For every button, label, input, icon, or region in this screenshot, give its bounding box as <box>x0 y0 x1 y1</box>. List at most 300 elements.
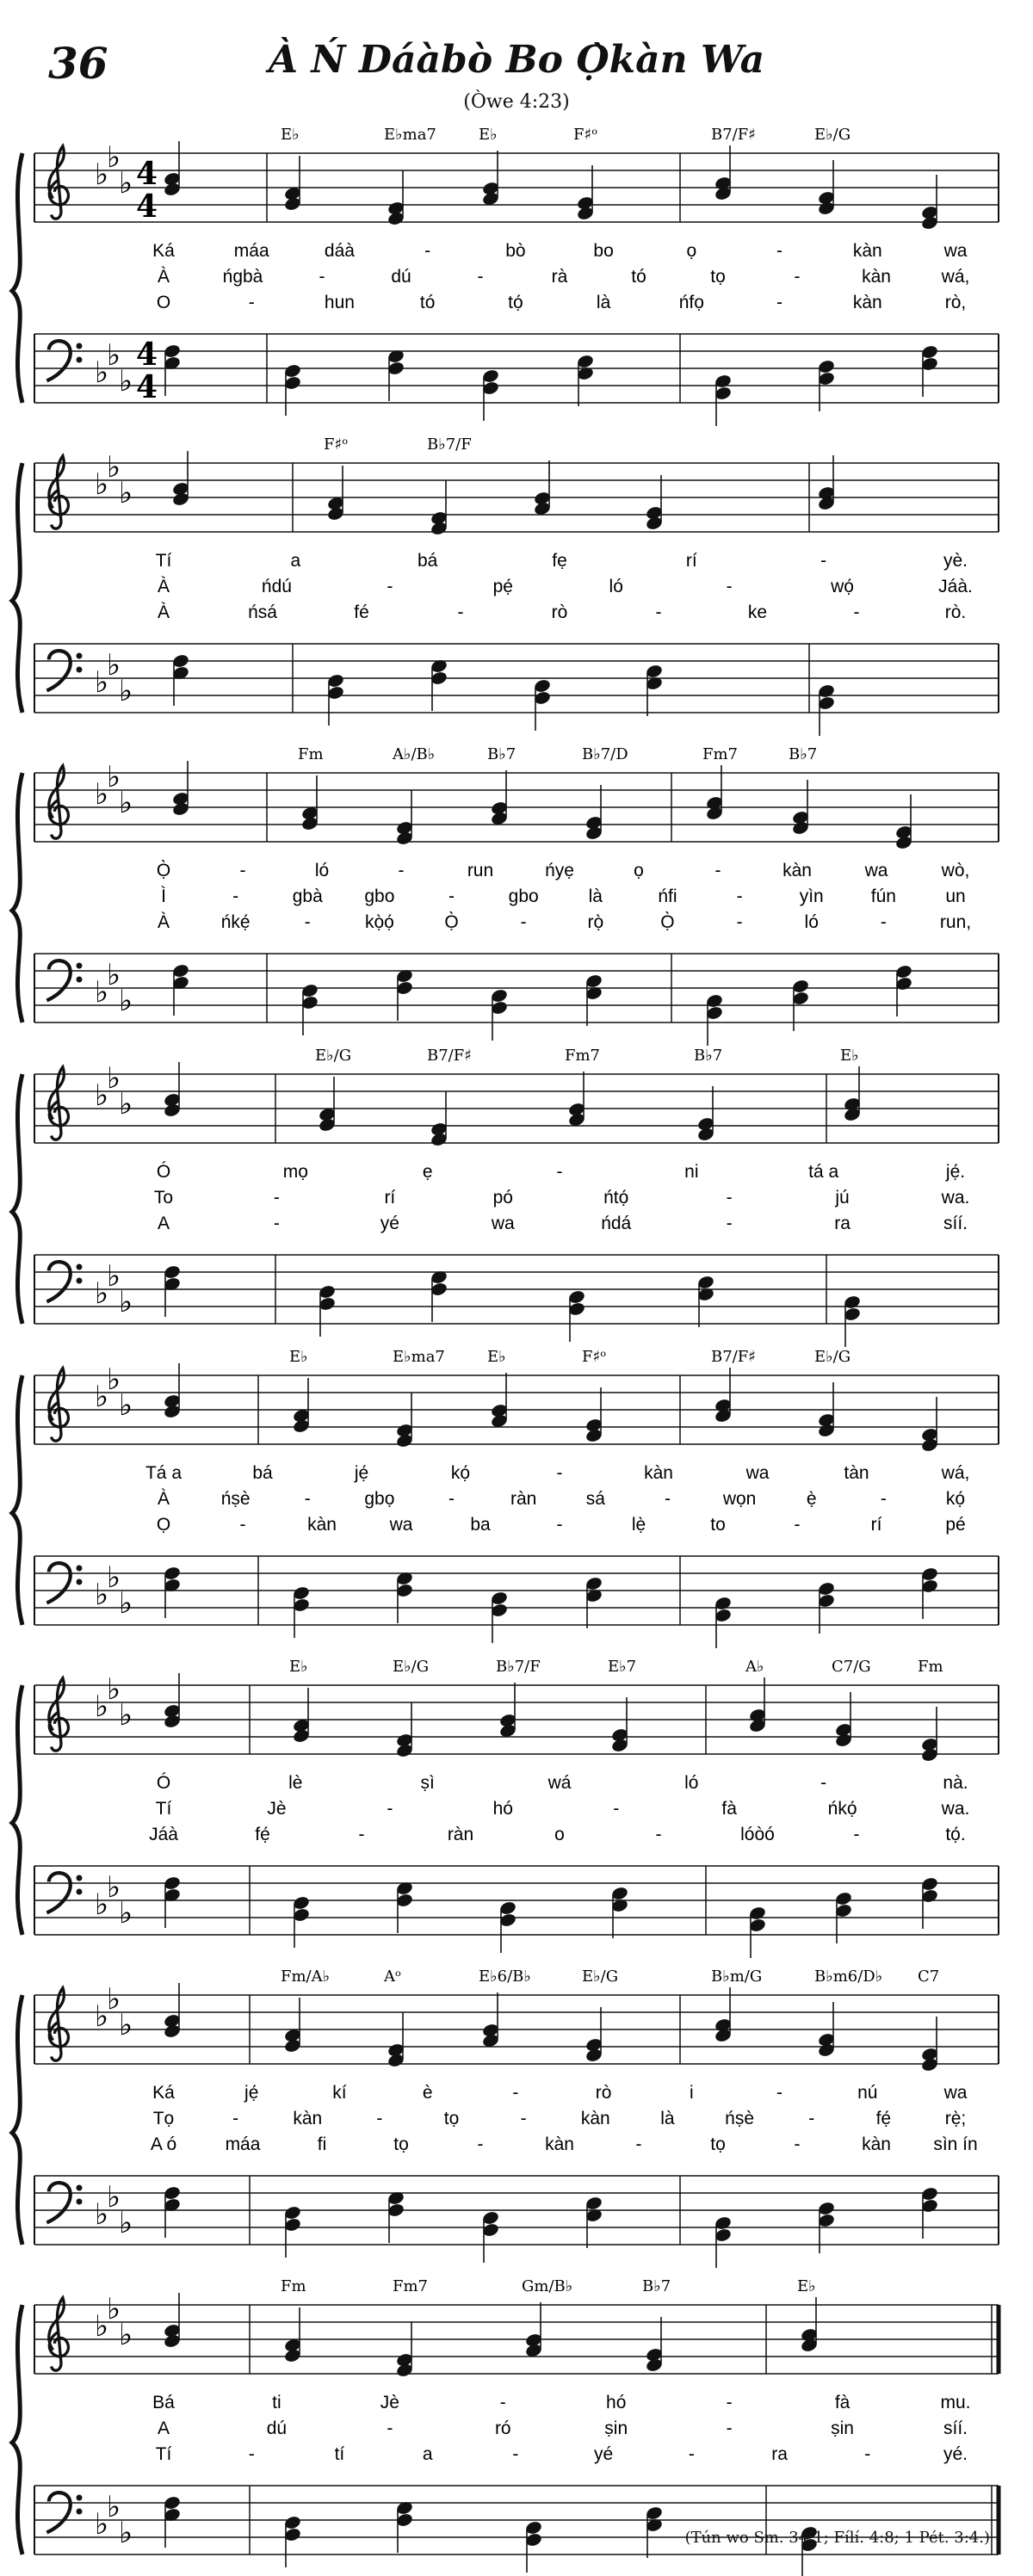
chord-symbol: E♭ <box>289 1658 308 1676</box>
lyric-syllable: yé. <box>943 2444 968 2464</box>
lyric-syllable: ló <box>609 577 623 596</box>
flat-icon: ♭ <box>119 1896 133 1930</box>
bass-clef-dot <box>77 2185 83 2191</box>
bass-clef-dot <box>77 1889 83 1895</box>
flat-icon: ♭ <box>95 2197 109 2232</box>
chord-symbol: E♭/G <box>814 126 851 144</box>
flat-icon: ♭ <box>95 1380 109 1414</box>
lyric-syllable: A <box>157 1214 170 1233</box>
lyric-syllable: - <box>358 1825 365 1844</box>
lyric-syllable: bá <box>252 1463 273 1483</box>
flat-icon: ♭ <box>107 1259 121 1294</box>
lyric-syllable: tọ́ <box>508 293 523 312</box>
lyric-syllable: kàn <box>852 293 882 312</box>
lyric-syllable: - <box>556 1515 563 1535</box>
lyric-syllable: Ọ <box>156 1515 171 1535</box>
system-brace <box>12 2305 22 2554</box>
lyric-syllable: pé <box>945 1515 966 1535</box>
lyric-syllable: o <box>554 1825 565 1844</box>
bass-clef-dot <box>77 343 83 349</box>
lyric-syllable: rò, <box>944 293 967 312</box>
chord-symbol: B♭7/D <box>582 745 628 763</box>
lyric-syllable: Ọ̀ <box>660 912 675 932</box>
bass-clef-dot <box>77 1264 83 1270</box>
lyric-syllable: Bá <box>152 2393 175 2412</box>
lyric-syllable: tó <box>631 267 646 287</box>
lyric-syllable: kàn <box>293 2109 323 2128</box>
lyric-syllable: rò. <box>944 602 967 622</box>
flat-icon: ♭ <box>95 467 109 502</box>
time-signature: 4 <box>136 337 158 373</box>
lyric-syllable: síí. <box>943 1214 968 1233</box>
flat-icon: ♭ <box>119 1285 133 1319</box>
lyric-syllable: ṣì <box>420 1773 435 1793</box>
lyric-syllable: - <box>864 2444 871 2464</box>
chord-symbol: C7 <box>918 1968 940 1986</box>
lyric-syllable: pó <box>492 1188 513 1208</box>
flat-icon: ♭ <box>107 2490 121 2524</box>
lyric-syllable: a <box>422 2444 433 2464</box>
flat-icon: ♭ <box>95 2507 109 2542</box>
lyric-syllable: - <box>776 293 783 312</box>
lyric-syllable: ńdú <box>261 577 292 596</box>
lyric-syllable: - <box>655 1825 662 1844</box>
lyric-syllable: - <box>477 2134 484 2154</box>
chord-symbol: F♯ᵒ <box>324 436 349 454</box>
chord-symbol: B♭m/G <box>711 1968 763 1986</box>
flat-icon: ♭ <box>119 1087 133 1121</box>
system-brace <box>12 463 22 713</box>
lyric-syllable: À <box>157 602 170 622</box>
system-brace <box>12 1995 22 2245</box>
lyric-syllable: hó <box>492 1799 513 1819</box>
lyric-syllable: - <box>664 1489 671 1509</box>
lyric-syllable: kàn <box>644 1463 673 1483</box>
lyric-syllable: rò <box>595 2083 612 2103</box>
chord-symbol: A♭/B♭ <box>393 745 436 763</box>
chord-symbol: E♭/G <box>814 1348 851 1366</box>
lyric-syllable: Tí <box>155 2444 172 2464</box>
lyric-syllable: gbo <box>364 886 395 906</box>
lyric-syllable: wa <box>745 1463 770 1483</box>
lyric-syllable: là <box>596 293 611 312</box>
chord-symbol: Fm/A♭ <box>281 1968 331 1986</box>
bass-clef-dot <box>77 2495 83 2501</box>
flat-icon: ♭ <box>95 2309 109 2344</box>
lyric-syllable: wá <box>547 1773 572 1793</box>
lyric-syllable: wọ́ <box>831 577 855 596</box>
lyric-syllable: fẹ́ <box>875 2109 892 2128</box>
flat-icon: ♭ <box>107 1362 121 1397</box>
lyric-syllable: ńkẹ́ <box>220 912 251 932</box>
flat-icon: ♭ <box>107 1672 121 1707</box>
lyric-syllable: gbo <box>508 886 539 906</box>
lyric-syllable: kàn <box>307 1515 337 1535</box>
flat-icon: ♭ <box>119 2008 133 2042</box>
lyric-syllable: máa <box>225 2134 261 2154</box>
lyric-syllable: wa <box>491 1214 515 1233</box>
lyric-syllable: bo <box>593 241 614 261</box>
chord-symbol: A♭ <box>745 1658 764 1676</box>
lyric-syllable: - <box>794 1515 801 1535</box>
bass-clef-dot <box>77 1579 83 1585</box>
lyric-syllable: ẹ <box>422 1162 433 1182</box>
flat-icon: ♭ <box>107 760 121 794</box>
lyric-syllable: - <box>512 2444 519 2464</box>
lyric-syllable: - <box>424 241 431 261</box>
flat-icon: ♭ <box>119 2516 133 2550</box>
lyric-syllable: jẹ́ <box>354 1463 369 1483</box>
lyric-syllable: i <box>689 2083 694 2103</box>
flat-icon: ♭ <box>107 1560 121 1595</box>
chord-symbol: C7/G <box>832 1658 871 1676</box>
lyric-syllable: - <box>387 1799 393 1819</box>
lyric-syllable: sìn ín <box>933 2134 978 2154</box>
flat-icon: ♭ <box>119 1586 133 1621</box>
chord-symbol: E♭7 <box>608 1658 637 1676</box>
treble-clef-icon <box>49 1368 69 1441</box>
flat-icon: ♭ <box>119 1698 133 1733</box>
flat-icon: ♭ <box>95 1887 109 1922</box>
bass-clef-icon <box>46 1873 70 1912</box>
flat-icon: ♭ <box>119 786 133 820</box>
treble-clef-icon <box>49 1988 69 2060</box>
lyric-syllable: rò <box>551 602 568 622</box>
lyric-syllable: tọ <box>443 2109 460 2128</box>
lyric-syllable: ńkọ́ <box>827 1799 857 1819</box>
lyric-syllable: tọ <box>710 2134 726 2154</box>
lyric-syllable: tàn <box>844 1463 869 1483</box>
lyric-syllable: - <box>776 241 783 261</box>
chord-symbol: B7/F♯ <box>427 1047 472 1065</box>
lyric-syllable: fẹ <box>552 551 567 571</box>
lyric-syllable: kàn <box>852 241 882 261</box>
lyric-syllable: - <box>477 267 484 287</box>
lyric-syllable: kọ̀ọ́ <box>364 912 394 932</box>
chord-symbol: E♭ <box>479 126 498 144</box>
lyric-syllable: mu. <box>940 2393 971 2412</box>
bass-clef-icon <box>46 2183 70 2222</box>
lyric-syllable: jú <box>835 1188 850 1208</box>
lyric-syllable: ni <box>684 1162 699 1182</box>
lyric-syllable: rí <box>685 551 697 571</box>
treble-clef-icon <box>49 766 69 838</box>
chord-symbol: E♭ <box>840 1047 859 1065</box>
lyric-syllable: - <box>688 2444 695 2464</box>
lyric-syllable: - <box>232 2109 239 2128</box>
lyric-syllable: - <box>499 2393 506 2412</box>
lyric-syllable: wá, <box>941 267 970 287</box>
lyric-syllable: wa. <box>941 1188 970 1208</box>
lyric-syllable: kàn <box>862 2134 891 2154</box>
lyric-syllable: wa <box>943 2083 968 2103</box>
bass-clef-icon <box>46 1262 70 1301</box>
lyric-syllable: - <box>304 912 311 932</box>
system-brace <box>12 1375 22 1625</box>
chord-symbol: E♭ma7 <box>384 126 436 144</box>
lyric-syllable: À <box>157 912 170 932</box>
flat-icon: ♭ <box>107 648 121 683</box>
flat-icon: ♭ <box>95 1578 109 1612</box>
lyric-syllable: un <box>945 886 966 906</box>
lyric-syllable: À <box>157 1489 170 1509</box>
chord-symbol: Fm7 <box>393 2277 429 2295</box>
chord-symbol: B♭m6/D♭ <box>814 1968 883 1986</box>
lyric-syllable: rí <box>870 1515 882 1535</box>
lyric-syllable: wa <box>389 1515 413 1535</box>
lyric-syllable: ke <box>747 602 768 622</box>
lyric-syllable: fún <box>870 886 896 906</box>
lyric-syllable: - <box>613 1799 620 1819</box>
lyric-syllable: pẹ́ <box>492 577 513 596</box>
lyric-syllable: wọn <box>722 1489 757 1509</box>
lyric-syllable: fà <box>834 2393 851 2412</box>
lyric-syllable: tọ <box>710 267 726 287</box>
lyric-syllable: ba <box>470 1515 491 1535</box>
hymn-number: 36 <box>48 38 108 89</box>
lyric-syllable: jẹ́ <box>244 2083 259 2103</box>
lyric-syllable: yìn <box>799 886 824 906</box>
lyric-syllable: - <box>273 1188 280 1208</box>
system-brace <box>12 153 22 403</box>
lyric-syllable: - <box>794 2134 801 2154</box>
lyric-syllable: ńfi <box>658 886 677 906</box>
lyric-syllable: - <box>880 1489 887 1509</box>
lyric-syllable: ńsá <box>248 602 277 622</box>
lyric-syllable: dáà <box>324 241 355 261</box>
lyric-syllable: ńfọ <box>678 293 704 312</box>
lyric-syllable: Ó <box>156 1773 171 1793</box>
chord-symbol: B♭7/F <box>496 1658 541 1676</box>
lyric-syllable: ràn <box>510 1489 537 1509</box>
bass-clef-dot <box>77 1875 83 1881</box>
lyric-syllable: tọ <box>393 2134 409 2154</box>
lyric-syllable: fé <box>354 602 369 622</box>
lyric-syllable: - <box>808 2109 815 2128</box>
lyric-syllable: nú <box>857 2083 878 2103</box>
lyric-syllable: là <box>588 886 603 906</box>
bass-clef-dot <box>77 2509 83 2515</box>
hymn-title: À Ń Dáàbò Bo Ọ̀kàn Wa <box>268 38 765 82</box>
lyric-syllable: jẹ́. <box>945 1162 966 1182</box>
lyric-syllable: Tí <box>155 1799 172 1819</box>
lyric-syllable: rà <box>551 267 568 287</box>
bass-clef-dot <box>77 1278 83 1284</box>
treble-clef-icon <box>49 146 69 219</box>
lyric-syllable: - <box>776 2083 783 2103</box>
lyric-syllable: ńṣè <box>220 1489 251 1509</box>
lyric-syllable: síí. <box>943 2418 968 2438</box>
bass-clef-dot <box>77 2199 83 2205</box>
bass-clef-icon <box>46 2493 70 2532</box>
chord-symbol: E♭ma7 <box>393 1348 445 1366</box>
flat-icon: ♭ <box>95 975 109 1010</box>
bass-clef-icon <box>46 1563 70 1603</box>
chord-symbol: Fm <box>298 745 324 763</box>
lyric-syllable: yè. <box>943 551 968 571</box>
system-brace <box>12 1074 22 1324</box>
lyric-syllable: run, <box>939 912 972 932</box>
flat-icon: ♭ <box>95 1276 109 1311</box>
lyric-syllable: ńyẹ <box>545 861 574 880</box>
lyric-syllable: lẹ̀ <box>631 1515 646 1535</box>
lyric-syllable: Ó <box>156 1162 171 1182</box>
chord-symbol: E♭6/B♭ <box>479 1968 531 1986</box>
lyric-syllable: ró <box>494 2418 511 2438</box>
lyric-syllable: dú <box>391 267 411 287</box>
lyric-syllable: Jáà <box>149 1825 178 1844</box>
chord-symbol: E♭ <box>281 126 300 144</box>
flat-icon: ♭ <box>119 2318 133 2352</box>
lyric-syllable: - <box>655 602 662 622</box>
lyric-syllable: kàn <box>862 267 891 287</box>
lyric-syllable: ńdá <box>601 1214 632 1233</box>
flat-icon: ♭ <box>119 166 133 201</box>
lyric-syllable: kọ́ <box>945 1489 966 1509</box>
lyric-syllable: Jè <box>380 2393 399 2412</box>
lyric-syllable: - <box>239 1515 246 1535</box>
lyric-syllable: ló <box>684 1773 699 1793</box>
lyric-syllable: a <box>290 551 301 571</box>
lyric-syllable: to <box>710 1515 726 1535</box>
lyric-syllable: ńgbà <box>222 267 263 287</box>
lyric-syllable: Ì <box>161 886 166 906</box>
treble-clef-icon <box>49 1067 69 1140</box>
bass-clef-dot <box>77 357 83 363</box>
lyric-syllable: ti <box>272 2393 281 2412</box>
lyric-syllable: dú <box>266 2418 288 2438</box>
lyric-syllable: - <box>398 861 405 880</box>
lyric-syllable: tọ́. <box>945 1825 966 1844</box>
lyric-syllable: - <box>448 1489 455 1509</box>
chord-symbol: Fm7 <box>702 745 739 763</box>
lyric-syllable: - <box>387 2418 393 2438</box>
flat-icon: ♭ <box>107 2292 121 2326</box>
lyric-syllable: - <box>232 886 239 906</box>
lyric-syllable: ra <box>834 1214 851 1233</box>
lyric-syllable: sá <box>585 1489 605 1509</box>
flat-icon: ♭ <box>107 140 121 175</box>
flat-icon: ♭ <box>119 674 133 708</box>
chord-symbol: Gm/B♭ <box>522 2277 573 2295</box>
lyric-syllable: ọ <box>686 241 697 261</box>
lyric-syllable: wa <box>943 241 968 261</box>
lyric-syllable: Tí <box>155 551 172 571</box>
lyric-syllable: ra <box>771 2444 788 2464</box>
time-signature: 4 <box>136 156 158 192</box>
lyric-syllable: là <box>660 2109 675 2128</box>
lyric-syllable: À <box>157 267 170 287</box>
lyric-syllable: - <box>520 2109 527 2128</box>
lyric-syllable: fẹ́ <box>255 1825 270 1844</box>
lyric-syllable: Jè <box>267 1799 287 1819</box>
lyric-syllable: tí <box>334 2444 345 2464</box>
lyric-syllable: kàn <box>545 2134 574 2154</box>
lyric-syllable: fi <box>317 2134 327 2154</box>
lyric-syllable: - <box>376 2109 383 2128</box>
treble-clef-icon <box>49 2298 69 2370</box>
chord-symbol: E♭/G <box>393 1658 430 1676</box>
chord-symbol: Fm <box>918 1658 943 1676</box>
lyric-syllable: bá <box>417 551 438 571</box>
lyric-syllable: hó <box>606 2393 627 2412</box>
lyric-syllable: wa. <box>941 1799 970 1819</box>
lyric-syllable: - <box>520 912 527 932</box>
bass-clef-icon <box>46 961 70 1000</box>
lyric-syllable: wa <box>864 861 888 880</box>
chord-symbol: E♭ <box>289 1348 308 1366</box>
time-signature: 4 <box>136 188 158 225</box>
lyric-syllable: Jáà. <box>938 577 973 596</box>
chord-symbol: Aᵒ <box>384 1968 401 1986</box>
lyric-syllable: mọ <box>282 1162 308 1182</box>
lyric-syllable: ńṣè <box>725 2109 755 2128</box>
chord-symbol: Fm <box>281 2277 306 2295</box>
lyric-syllable: ràn <box>447 1825 474 1844</box>
chord-symbol: E♭/G <box>315 1047 352 1065</box>
lyric-syllable: A <box>157 2418 170 2438</box>
flat-icon: ♭ <box>119 2206 133 2240</box>
lyric-syllable: Tọ <box>152 2109 175 2128</box>
chord-symbol: B♭7 <box>487 745 516 763</box>
treble-clef-icon <box>49 1678 69 1751</box>
lyric-syllable: kàn <box>580 2109 610 2128</box>
lyric-syllable: A ó <box>150 2134 177 2154</box>
lyric-syllable: - <box>726 1214 733 1233</box>
lyric-syllable: Ká <box>152 241 175 261</box>
lyric-syllable: rẹ̀; <box>944 2109 967 2128</box>
lyric-syllable: ńtọ́ <box>603 1188 629 1208</box>
chord-symbol: E♭/G <box>582 1968 619 1986</box>
lyric-syllable: kọ́ <box>450 1463 471 1483</box>
lyric-syllable: - <box>853 602 860 622</box>
lyric-syllable: - <box>726 577 733 596</box>
lyric-syllable: hun <box>324 293 355 312</box>
lyric-syllable: - <box>556 1463 563 1483</box>
lyric-syllable: - <box>880 912 887 932</box>
lyric-syllable: - <box>635 2134 642 2154</box>
lyric-syllable: fà <box>721 1799 737 1819</box>
lyric-syllable: Ọ̀ <box>444 912 459 932</box>
flat-icon: ♭ <box>95 777 109 812</box>
chord-symbol: F♯ᵒ <box>582 1348 607 1366</box>
flat-icon: ♭ <box>95 1690 109 1724</box>
lyric-syllable: ló <box>804 912 819 932</box>
system-brace <box>12 1685 22 1935</box>
flat-icon: ♭ <box>95 355 109 390</box>
lyric-syllable: gbọ <box>364 1489 395 1509</box>
chord-symbol: B7/F♯ <box>711 1348 756 1366</box>
lyric-syllable: rí <box>384 1188 396 1208</box>
bass-clef-dot <box>77 1566 83 1572</box>
chord-symbol: B♭7 <box>789 745 818 763</box>
lyric-syllable: O <box>156 293 171 312</box>
chord-symbol: E♭ <box>797 2277 816 2295</box>
lyric-syllable: tó <box>419 293 436 312</box>
lyric-syllable: nà. <box>943 1773 968 1793</box>
flat-icon: ♭ <box>95 1999 109 2034</box>
lyric-syllable: lóòó <box>740 1825 775 1844</box>
scripture-reference: (Òwe 4:23) <box>463 91 570 113</box>
lyric-syllable: - <box>239 861 246 880</box>
lyric-syllable: - <box>820 1773 827 1793</box>
bass-clef-icon <box>46 651 70 690</box>
bass-clef-dot <box>77 653 83 659</box>
chord-symbol: B♭7 <box>642 2277 671 2295</box>
lyric-syllable: - <box>556 1162 563 1182</box>
lyric-syllable: - <box>248 2444 255 2464</box>
lyric-syllable: - <box>726 2418 733 2438</box>
